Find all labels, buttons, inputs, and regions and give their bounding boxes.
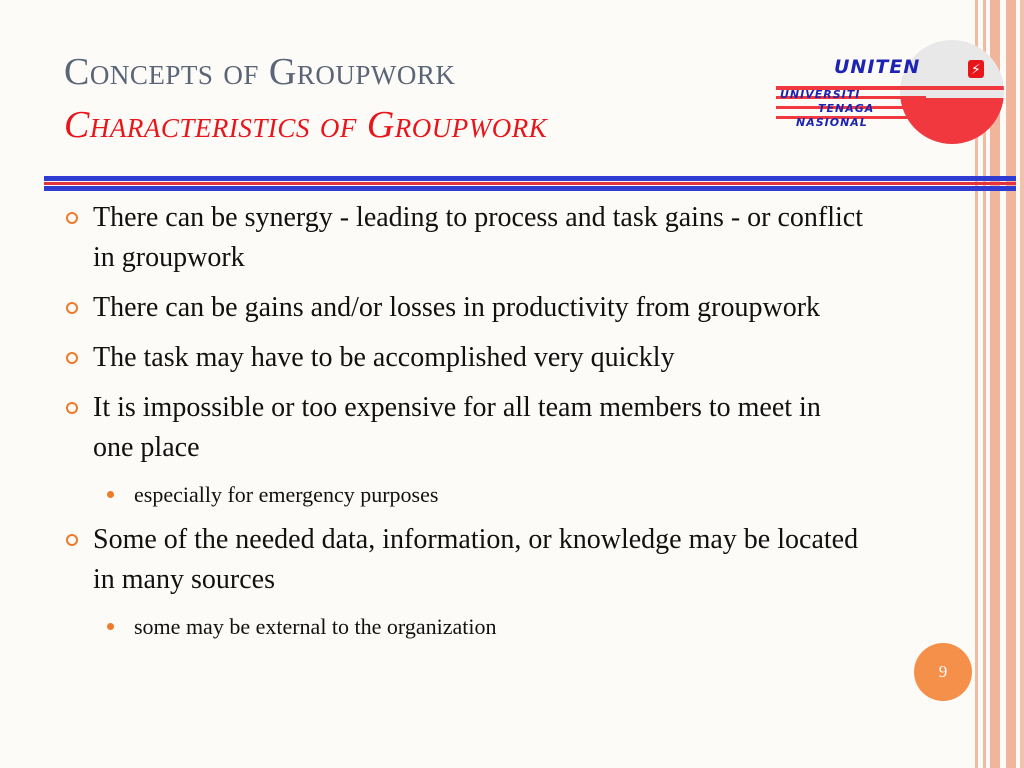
sub-list-item [66,612,866,642]
slide-title: Concepts of Groupwork [64,51,456,93]
list-item-text: It is impossible or too expensive for all team members to meet in one place [93,392,821,463]
list-item [66,288,866,328]
header-rule [44,176,1016,181]
list-item [66,388,866,468]
list-item-text: Some of the needed data, information, or knowledge may be located in many sources [93,524,859,595]
logo-subtext: UNIVERSITI [780,88,861,101]
logo-wordmark: UNITEN [834,56,921,78]
bullet-ring-icon [66,402,78,414]
bullet-dot-icon [107,491,114,498]
list-item-text: There can be gains and/or losses in productivity from groupwork [93,292,821,323]
svg-text:⚡: ⚡ [971,62,981,78]
page-number-badge: 9 [914,643,972,701]
stripe [1006,0,1016,768]
bullet-ring-icon [66,302,78,314]
logo-subtext: NASIONAL [796,116,868,129]
stripe [1020,0,1024,768]
list-item [66,198,866,278]
list-item-text: The task may have to be accomplished very quickly [93,342,675,373]
sub-list-item-text: especially for emergency purposes [134,482,439,507]
bullet-ring-icon [66,534,78,546]
logo-subtext: TENAGA [818,102,875,115]
bullet-ring-icon [66,212,78,224]
sub-list-item-text: some may be external to the organization [134,614,497,639]
list-item [66,338,866,378]
header-rule [44,182,1016,185]
sub-list-item [66,480,866,510]
uniten-logo [776,40,1006,146]
bullet-ring-icon [66,352,78,364]
slide-subtitle: Characteristics of Groupwork [64,104,548,146]
bullet-dot-icon [107,623,114,630]
bullet-list [66,188,866,648]
list-item-text: There can be synergy - leading to process and task gains - or conflict in groupwork [93,202,863,273]
list-item [66,520,866,600]
